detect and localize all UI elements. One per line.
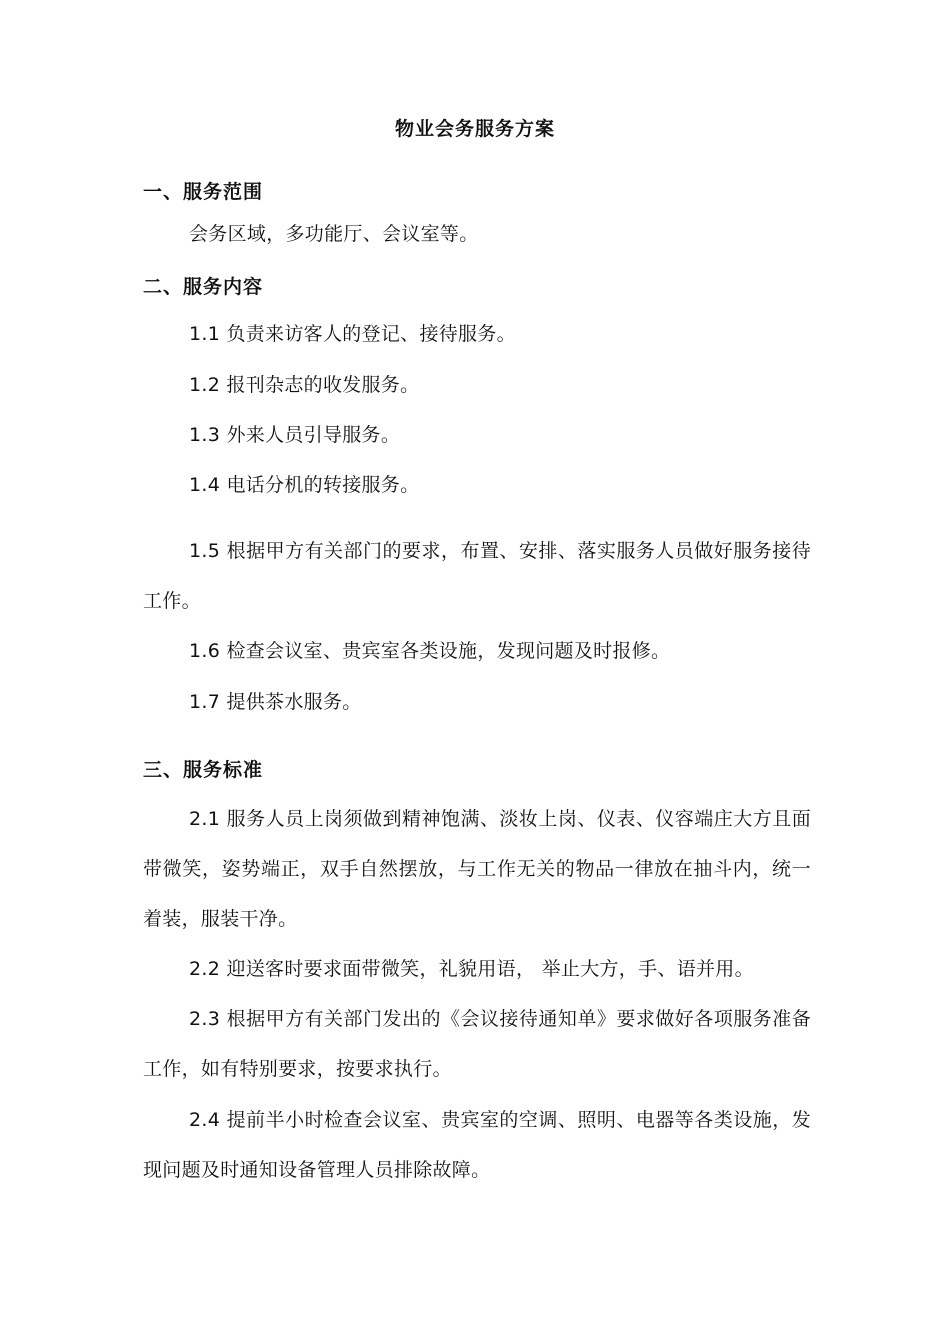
paragraph-scope: 会务区域，多功能厅、会议室等。 [189, 223, 479, 245]
paragraph-content-1-4: 1.4 电话分机的转接服务。 [189, 474, 420, 496]
paragraph-content-1-5: 1.5 根据甲方有关部门的要求，布置、安排、落实服务人员做好服务接待工作。 [143, 540, 811, 612]
paragraph-content-1-2: 1.2 报刊杂志的收发服务。 [189, 374, 420, 396]
section-heading-scope: 一、服务范围 [143, 181, 264, 203]
section-heading-standards: 三、服务标准 [143, 759, 264, 781]
paragraph-standard-2-1: 2.1 服务人员上岗须做到精神饱满、淡妆上岗、仪表、仪容端庄大方且面带微笑，姿势端正，双手自然摆放，与工作无关的物品一律放在抽斗内，统一着装，服装干净。 [143, 808, 811, 930]
paragraph-standard-2-2: 2.2 迎送客时要求面带微笑，礼貌用语， 举止大方，手、语并用。 [189, 958, 754, 980]
paragraph-content-1-1: 1.1 负责来访客人的登记、接待服务。 [189, 323, 516, 345]
paragraph-content-1-7: 1.7 提供茶水服务。 [189, 691, 362, 713]
paragraph-content-1-6: 1.6 检查会议室、贵宾室各类设施，发现问题及时报修。 [189, 640, 671, 662]
paragraph-standard-2-3: 2.3 根据甲方有关部门发出的《会议接待通知单》要求做好各项服务准备工作，如有特别要求，按要求执行。 [143, 1008, 811, 1080]
paragraph-content-1-3: 1.3 外来人员引导服务。 [189, 424, 401, 446]
paragraph-standard-2-4: 2.4 提前半小时检查会议室、贵宾室的空调、照明、电器等各类设施，发现问题及时通知设备管理人员排除故障。 [143, 1109, 811, 1181]
section-heading-content: 二、服务内容 [143, 276, 264, 298]
document-title: 物业会务服务方案 [394, 118, 555, 140]
